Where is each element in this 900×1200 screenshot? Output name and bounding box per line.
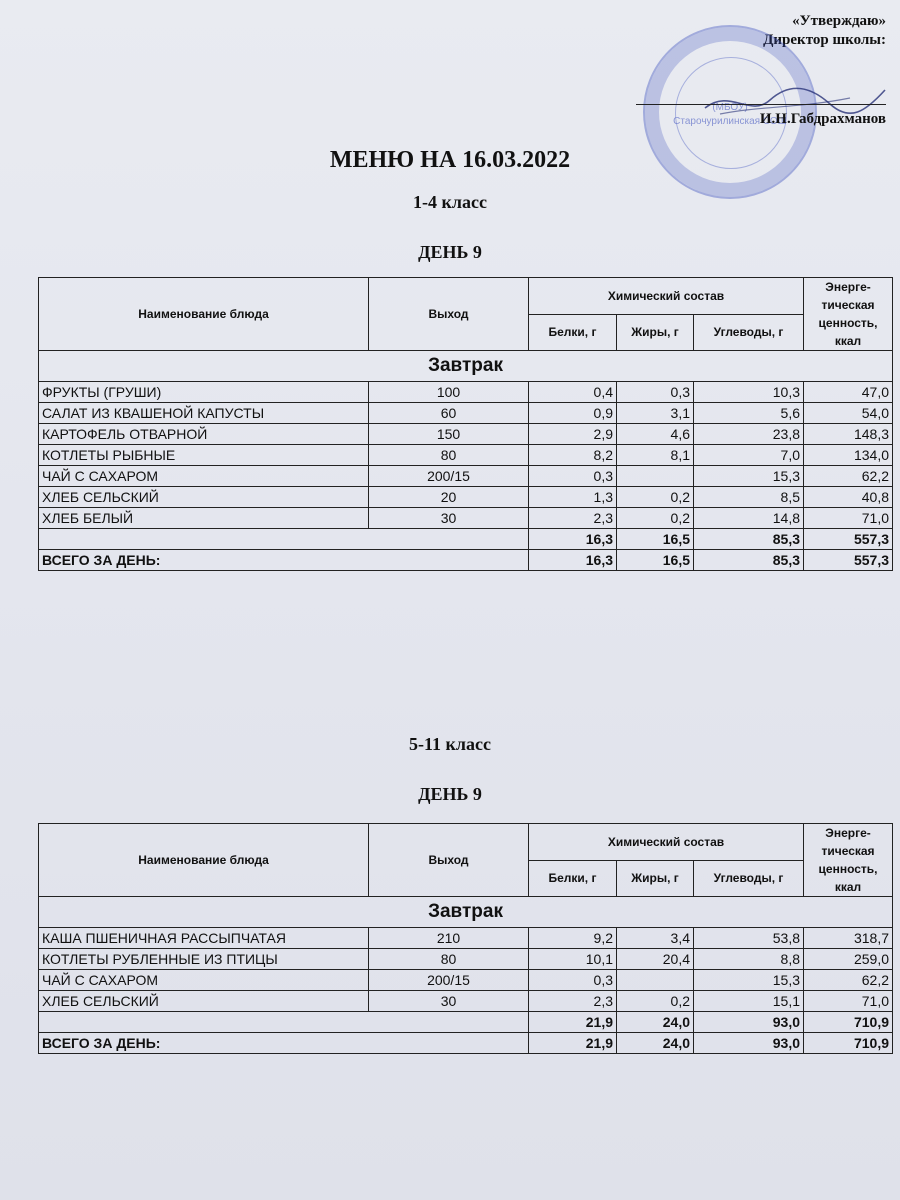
dish-name: ХЛЕБ СЕЛЬСКИЙ <box>39 487 369 508</box>
dish-name: ЧАЙ С САХАРОМ <box>39 970 369 991</box>
dish-energy: 40,8 <box>804 487 893 508</box>
dish-name: КОТЛЕТЫ РУБЛЕННЫЕ ИЗ ПТИЦЫ <box>39 949 369 970</box>
day-heading-junior: ДЕНЬ 9 <box>418 242 482 262</box>
subtotal-row <box>39 1012 893 1033</box>
dish-output: 210 <box>369 928 529 949</box>
table-row <box>39 487 893 508</box>
dish-name: КОТЛЕТЫ РЫБНЫЕ <box>39 445 369 466</box>
dish-fat: 3,1 <box>617 403 694 424</box>
subtotal-energy: 710,9 <box>804 1012 893 1033</box>
subtotal-fat: 16,5 <box>617 529 694 550</box>
total-carbs: 93,0 <box>694 1033 804 1054</box>
dish-fat: 4,6 <box>617 424 694 445</box>
header-output: Выход <box>369 824 529 897</box>
dish-protein: 10,1 <box>529 949 617 970</box>
dish-fat: 0,2 <box>617 487 694 508</box>
table-row <box>39 970 893 991</box>
header-carbs: Углеводы, г <box>694 314 804 351</box>
subtotal-carbs: 93,0 <box>694 1012 804 1033</box>
total-fat: 24,0 <box>617 1033 694 1054</box>
total-row <box>39 550 893 571</box>
subtotal-protein: 21,9 <box>529 1012 617 1033</box>
day-heading-senior: ДЕНЬ 9 <box>418 784 482 804</box>
dish-energy: 259,0 <box>804 949 893 970</box>
dish-protein: 8,2 <box>529 445 617 466</box>
stamp-text-line2: Старочурилинская СОШ <box>673 116 787 127</box>
dish-output: 150 <box>369 424 529 445</box>
dish-fat: 3,4 <box>617 928 694 949</box>
section-breakfast: Завтрак <box>39 351 893 382</box>
dish-energy: 62,2 <box>804 466 893 487</box>
subtotal-fat: 24,0 <box>617 1012 694 1033</box>
director-name: И.Н.Габдрахманов <box>759 111 886 127</box>
dish-energy: 134,0 <box>804 445 893 466</box>
dish-energy: 47,0 <box>804 382 893 403</box>
dish-protein: 0,4 <box>529 382 617 403</box>
dish-protein: 0,3 <box>529 970 617 991</box>
header-fat: Жиры, г <box>617 314 694 351</box>
senior-rows <box>39 928 893 1012</box>
header-energy: Энерге-тическая ценность, ккал <box>804 278 893 351</box>
header-dish: Наименование блюда <box>39 278 369 351</box>
dish-fat: 8,1 <box>617 445 694 466</box>
dish-energy: 54,0 <box>804 403 893 424</box>
dish-carbs: 8,5 <box>694 487 804 508</box>
stamp-text-line1: (МБОУ) <box>712 102 748 113</box>
header-energy: Энерге-тическая ценность, ккал <box>804 824 893 897</box>
junior-rows <box>39 382 893 529</box>
header-carbs: Углеводы, г <box>694 860 804 897</box>
table-row <box>39 991 893 1012</box>
dish-name: ХЛЕБ БЕЛЫЙ <box>39 508 369 529</box>
table-row <box>39 928 893 949</box>
dish-name: ХЛЕБ СЕЛЬСКИЙ <box>39 991 369 1012</box>
dish-energy: 318,7 <box>804 928 893 949</box>
dish-carbs: 23,8 <box>694 424 804 445</box>
dish-output: 200/15 <box>369 466 529 487</box>
header-output: Выход <box>369 278 529 351</box>
table-row <box>39 382 893 403</box>
dish-protein: 0,9 <box>529 403 617 424</box>
dish-carbs: 8,8 <box>694 949 804 970</box>
dish-energy: 71,0 <box>804 508 893 529</box>
table-row <box>39 949 893 970</box>
dish-protein: 1,3 <box>529 487 617 508</box>
section-breakfast: Завтрак <box>39 897 893 928</box>
total-energy: 710,9 <box>804 1033 893 1054</box>
total-protein: 21,9 <box>529 1033 617 1054</box>
subtotal-energy: 557,3 <box>804 529 893 550</box>
dish-output: 30 <box>369 508 529 529</box>
subtotal-protein: 16,3 <box>529 529 617 550</box>
total-row <box>39 1033 893 1054</box>
dish-carbs: 10,3 <box>694 382 804 403</box>
dish-output: 30 <box>369 991 529 1012</box>
dish-protein: 2,9 <box>529 424 617 445</box>
dish-energy: 71,0 <box>804 991 893 1012</box>
dish-output: 200/15 <box>369 970 529 991</box>
dish-carbs: 15,3 <box>694 466 804 487</box>
dish-name: КАША ПШЕНИЧНАЯ РАССЫПЧАТАЯ <box>39 928 369 949</box>
dish-carbs: 53,8 <box>694 928 804 949</box>
dish-energy: 148,3 <box>804 424 893 445</box>
total-energy: 557,3 <box>804 550 893 571</box>
table-row <box>39 403 893 424</box>
header-protein: Белки, г <box>529 314 617 351</box>
dish-output: 60 <box>369 403 529 424</box>
page-title: МЕНЮ НА 16.03.2022 <box>329 147 571 173</box>
dish-name: ЧАЙ С САХАРОМ <box>39 466 369 487</box>
total-fat: 16,5 <box>617 550 694 571</box>
dish-carbs: 15,1 <box>694 991 804 1012</box>
menu-table-senior <box>38 823 893 1054</box>
dish-fat: 0,3 <box>617 382 694 403</box>
dish-protein: 0,3 <box>529 466 617 487</box>
dish-output: 80 <box>369 445 529 466</box>
dish-fat: 0,2 <box>617 991 694 1012</box>
approval-label: «Утверждаю» <box>792 13 886 29</box>
dish-fat: 0,2 <box>617 508 694 529</box>
dish-name: ФРУКТЫ (ГРУШИ) <box>39 382 369 403</box>
table-row <box>39 508 893 529</box>
dish-fat <box>617 466 694 487</box>
dish-fat <box>617 970 694 991</box>
dish-energy: 62,2 <box>804 970 893 991</box>
menu-table-junior <box>38 277 893 571</box>
header-fat: Жиры, г <box>617 860 694 897</box>
dish-carbs: 15,3 <box>694 970 804 991</box>
dish-carbs: 5,6 <box>694 403 804 424</box>
dish-protein: 2,3 <box>529 991 617 1012</box>
approval-position: Директор школы: <box>763 32 886 48</box>
dish-carbs: 7,0 <box>694 445 804 466</box>
total-protein: 16,3 <box>529 550 617 571</box>
total-carbs: 85,3 <box>694 550 804 571</box>
header-chem: Химический состав <box>529 824 804 861</box>
total-label: ВСЕГО ЗА ДЕНЬ: <box>39 550 529 571</box>
dish-name: КАРТОФЕЛЬ ОТВАРНОЙ <box>39 424 369 445</box>
header-dish: Наименование блюда <box>39 824 369 897</box>
subtotal-carbs: 85,3 <box>694 529 804 550</box>
header-protein: Белки, г <box>529 860 617 897</box>
header-chem: Химический состав <box>529 278 804 315</box>
subtotal-row <box>39 529 893 550</box>
total-label: ВСЕГО ЗА ДЕНЬ: <box>39 1033 529 1054</box>
dish-name: САЛАТ ИЗ КВАШЕНОЙ КАПУСТЫ <box>39 403 369 424</box>
dish-protein: 9,2 <box>529 928 617 949</box>
table-row <box>39 445 893 466</box>
table-row <box>39 424 893 445</box>
signature-line <box>636 104 886 105</box>
table-row <box>39 466 893 487</box>
dish-fat: 20,4 <box>617 949 694 970</box>
dish-carbs: 14,8 <box>694 508 804 529</box>
grade-heading-senior: 5-11 класс <box>409 734 491 754</box>
dish-output: 20 <box>369 487 529 508</box>
dish-protein: 2,3 <box>529 508 617 529</box>
dish-output: 100 <box>369 382 529 403</box>
dish-output: 80 <box>369 949 529 970</box>
grade-heading-junior: 1-4 класс <box>413 192 487 212</box>
